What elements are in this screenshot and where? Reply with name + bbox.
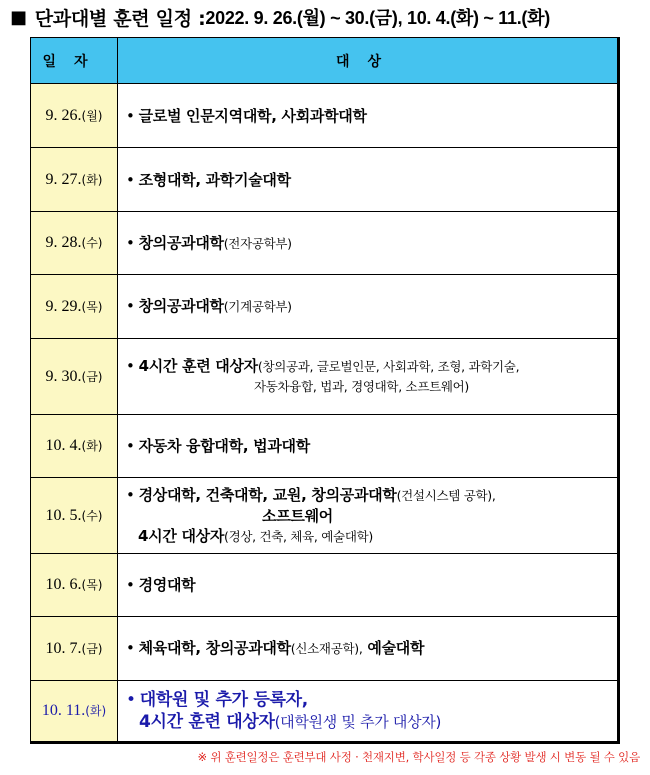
bullet-icon: • (126, 297, 135, 315)
table-row (31, 415, 619, 478)
target-cell: • 4시간 훈련 대상자(창의공과, 글로벌인문, 사회과학, 조형, 과학기술, 자동차융합, 법과, 경영대학, 소프트웨어) (118, 339, 619, 415)
table-row (31, 212, 619, 275)
bullet-icon: • (126, 357, 135, 375)
table-row (31, 681, 619, 743)
target-cell: • 조형대학, 과학기술대학 (118, 148, 619, 212)
target-cell: • 글로벌 인문지역대학, 사회과학대학 (118, 84, 619, 148)
target-cell: • 경상대학, 건축대학, 교원, 창의공과대학(건설시스템 공학), 소프트웨어 4시간 대상자(경상, 건축, 체육, 예술대학) (118, 478, 619, 554)
target-cell: • 경영대학 (118, 554, 619, 617)
date-cell: 9. 30.(금) (31, 339, 118, 415)
table-row (31, 148, 619, 212)
table-row (31, 275, 619, 339)
header-target: 대상 (118, 38, 619, 84)
date-cell: 9. 29.(목) (31, 275, 118, 339)
date-cell: 10. 6.(목) (31, 554, 118, 617)
date-cell: 10. 5.(수) (31, 478, 118, 554)
date-cell: 9. 26.(월) (31, 84, 118, 148)
title-label: 단과대별 훈련 일정 : (34, 7, 206, 30)
date-cell: 9. 28.(수) (31, 212, 118, 275)
bullet-icon: • (126, 690, 136, 710)
bullet-icon: • (126, 233, 135, 252)
date-cell: 10. 11.(화) (31, 681, 118, 743)
bullet-icon: • (126, 576, 135, 594)
target-cell: • 창의공과대학(전자공학부) (118, 212, 619, 275)
date-cell: 9. 27.(화) (31, 148, 118, 212)
target-cell: • 창의공과대학(기계공학부) (118, 275, 619, 339)
table-row (31, 617, 619, 681)
bullet-icon: • (126, 437, 135, 455)
table-row (31, 554, 619, 617)
date-cell: 10. 7.(금) (31, 617, 118, 681)
schedule-table (30, 37, 620, 744)
schedule-note: ※ 위 훈련일정은 훈련부대 사정 · 천재지변, 학사일정 등 각종 상황 발생 시 변동 될 수 있음 (197, 750, 640, 764)
table-row (31, 478, 619, 554)
table-row (31, 339, 619, 415)
bullet-icon: • (126, 485, 135, 504)
bullet-icon: • (126, 106, 135, 125)
table-row (31, 84, 619, 148)
date-cell: 10. 4.(화) (31, 415, 118, 478)
header-date: 일자 (31, 38, 118, 84)
table-header-row (31, 38, 619, 84)
target-cell: • 자동차 융합대학, 법과대학 (118, 415, 619, 478)
target-cell: • 체육대학, 창의공과대학(신소재공학), 예술대학 (118, 617, 619, 681)
page-title (10, 4, 550, 30)
bullet-icon: • (126, 170, 135, 189)
bullet-icon: • (126, 639, 135, 657)
target-cell: • 대학원 및 추가 등록자, 4시간 훈련 대상자(대학원생 및 추가 대상자) (118, 681, 619, 743)
square-bullet-icon: ■ (10, 6, 27, 28)
title-dates: 2022. 9. 26.(월) ~ 30.(금), 10. 4.(화) ~ 11.(화) (205, 8, 550, 28)
